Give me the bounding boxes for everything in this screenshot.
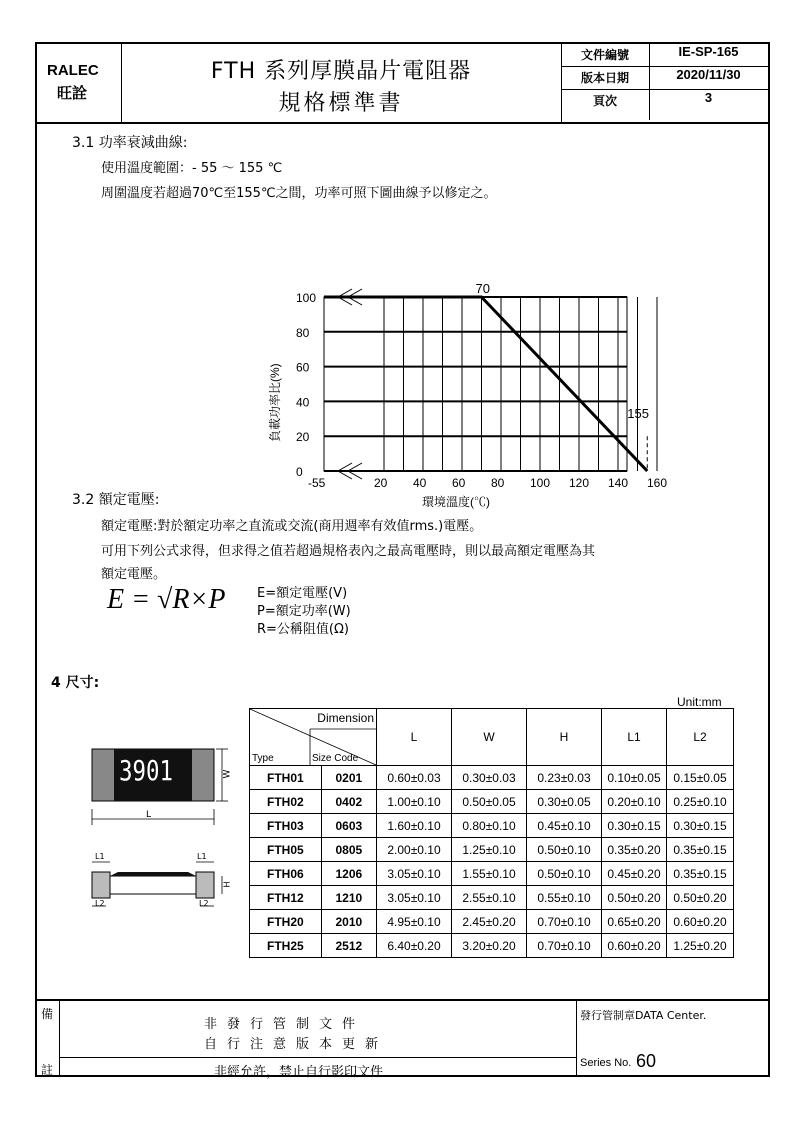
dim-label-w: W — [222, 769, 233, 779]
x-tick-label: 60 — [452, 476, 466, 490]
table-row — [250, 790, 734, 814]
column-header-l: L — [377, 709, 452, 766]
cell-value: 1.00±0.10 — [377, 790, 452, 814]
cell-size-code: 0201 — [321, 766, 376, 790]
unit-label: Unit:mm — [677, 695, 722, 709]
cell-value: 2.00±0.10 — [377, 838, 452, 862]
cell-value: 3.20±0.20 — [452, 934, 527, 958]
cell-value: 0.60±0.20 — [602, 934, 667, 958]
issuer-stamp: 發行管制章DATA Center. — [580, 1009, 707, 1022]
cell-value: 0.50±0.05 — [452, 790, 527, 814]
table-corner — [250, 709, 377, 766]
x-tick-label: -55 — [308, 476, 326, 490]
y-tick-label: 40 — [296, 395, 310, 410]
section-3-1-heading: 3.1 功率衰減曲線: — [72, 135, 188, 151]
cell-value: 1.25±0.10 — [452, 838, 527, 862]
cell-size-code: 0603 — [321, 814, 376, 838]
cell-value: 0.30±0.15 — [602, 814, 667, 838]
cell-value: 0.70±0.10 — [527, 910, 602, 934]
footer-side-bottom: 註 — [41, 1063, 54, 1077]
cell-value: 0.60±0.20 — [667, 910, 734, 934]
title-line-2: 規格標準書 — [278, 91, 404, 116]
dim-label-l2-right: L2 — [199, 899, 209, 908]
table-row — [250, 934, 734, 958]
voltage-definition: 額定電壓:對於額定功率之直流或交流(商用週率有效值rms.)電壓。 — [101, 519, 483, 534]
y-tick-label: 20 — [296, 430, 310, 445]
footer-side — [37, 1001, 60, 1077]
table-row — [250, 886, 734, 910]
voltage-formula: E = √R×P — [107, 584, 226, 615]
corner-size-code: Size Code — [312, 753, 359, 764]
cell-value: 0.60±0.03 — [377, 766, 452, 790]
document-meta — [561, 44, 768, 122]
cell-value: 4.95±0.10 — [377, 910, 452, 934]
meta-value: 3 — [704, 90, 713, 105]
cell-value: 0.30±0.05 — [527, 790, 602, 814]
cell-value: 1.60±0.10 — [377, 814, 452, 838]
cell-value: 1.25±0.20 — [667, 934, 734, 958]
voltage-formula-text-cont: 額定電壓。 — [101, 567, 167, 582]
column-header-l1: L1 — [602, 709, 667, 766]
cell-type: FTH03 — [250, 814, 322, 838]
temp-range-text: 使用溫度範圍：- 55 ～ 155 ℃ — [101, 161, 283, 176]
footer-divider — [59, 1057, 576, 1058]
cell-type: FTH05 — [250, 838, 322, 862]
cell-value: 0.30±0.15 — [667, 814, 734, 838]
document-footer — [37, 999, 768, 1080]
footer-control — [576, 1001, 768, 1077]
notice-version: 自行注意版本更新 — [204, 1037, 389, 1052]
cell-value: 6.40±0.20 — [377, 934, 452, 958]
cell-value: 1.55±0.10 — [452, 862, 527, 886]
cell-value: 0.30±0.03 — [452, 766, 527, 790]
cell-value: 2.55±0.10 — [452, 886, 527, 910]
series-value: 60 — [636, 1051, 657, 1071]
cell-value: 0.35±0.15 — [667, 838, 734, 862]
cell-value: 0.70±0.10 — [527, 934, 602, 958]
dim-label-l1-left: L1 — [95, 852, 105, 861]
cell-value: 0.50±0.10 — [527, 838, 602, 862]
cell-value: 0.45±0.10 — [527, 814, 602, 838]
meta-label: 文件編號 — [561, 44, 650, 66]
x-tick-label: 20 — [374, 476, 388, 490]
logo-zh: 旺詮 — [57, 84, 88, 102]
cell-type: FTH25 — [250, 934, 322, 958]
series-label: Series No. — [580, 1057, 632, 1069]
annotation-155-box — [626, 405, 654, 422]
company-logo — [37, 44, 122, 122]
cell-type: FTH12 — [250, 886, 322, 910]
chip-side-view — [82, 854, 232, 919]
cell-value: 0.50±0.20 — [667, 886, 734, 910]
table-row — [250, 862, 734, 886]
meta-row-page — [561, 90, 768, 122]
table-row — [250, 814, 734, 838]
cell-size-code: 0805 — [321, 838, 376, 862]
y-tick-label: 100 — [296, 291, 317, 305]
x-tick-label: 120 — [569, 476, 590, 490]
x-tick-label: 40 — [413, 476, 427, 490]
cell-value: 2.45±0.20 — [452, 910, 527, 934]
cell-size-code: 2512 — [321, 934, 376, 958]
cell-value: 3.05±0.10 — [377, 886, 452, 910]
voltage-formula-text: 可用下列公式求得，但求得之值若超過規格表內之最高電壓時，則以最高額定電壓為其 — [101, 544, 596, 559]
table-row — [250, 910, 734, 934]
cell-value: 0.80±0.10 — [452, 814, 527, 838]
x-tick-label: 80 — [491, 476, 505, 490]
annotation-155: 155 — [627, 406, 649, 422]
cell-type: FTH02 — [250, 790, 322, 814]
meta-label: 頁次 — [561, 90, 650, 120]
dim-label-l1-right: L1 — [197, 852, 207, 861]
derating-text: 周圍溫度若超過70℃至155℃之間，功率可照下圖曲線予以修定之。 — [101, 186, 497, 201]
section-3-2-heading: 3.2 額定電壓: — [72, 492, 160, 508]
notice-uncontrolled: 非發行管制文件 — [204, 1017, 366, 1032]
annotation-70: 70 — [475, 281, 490, 296]
cell-value: 0.10±0.05 — [602, 766, 667, 790]
meta-row-date — [561, 67, 768, 90]
cell-value: 0.35±0.20 — [602, 838, 667, 862]
cell-value: 0.15±0.05 — [667, 766, 734, 790]
meta-label: 版本日期 — [561, 67, 650, 89]
cell-value: 0.35±0.15 — [667, 862, 734, 886]
legend-r: R=公稱阻值(Ω) — [257, 622, 350, 637]
corner-dimension: Dimension — [317, 711, 374, 725]
cell-size-code: 2010 — [321, 910, 376, 934]
x-tick-label: 100 — [530, 476, 551, 490]
plot-frame — [324, 297, 627, 471]
dim-label-h: H — [222, 881, 232, 888]
dimension-table — [249, 708, 734, 958]
document-header — [37, 44, 768, 124]
chip-marking: 3901 — [119, 754, 173, 787]
logo-en: RALEC — [47, 62, 99, 79]
cell-value: 0.45±0.20 — [602, 862, 667, 886]
derating-chart — [217, 209, 668, 509]
formula-legend — [257, 585, 457, 639]
y-tick-label: 60 — [296, 360, 310, 375]
meta-value: IE-SP-165 — [678, 44, 739, 59]
document-title — [121, 44, 562, 122]
title-line-1: FTH 系列厚膜晶片電阻器 — [210, 59, 472, 84]
y-tick-label: 0 — [296, 465, 303, 479]
x-tick-label: 160 — [647, 476, 668, 490]
column-header-h: H — [527, 709, 602, 766]
cell-type: FTH01 — [250, 766, 322, 790]
cell-value: 0.50±0.10 — [527, 862, 602, 886]
x-axis-label: 環境溫度(℃) — [422, 495, 490, 509]
cell-value: 3.05±0.10 — [377, 862, 452, 886]
cell-value: 0.65±0.20 — [602, 910, 667, 934]
footer-side-top: 備 — [41, 1007, 54, 1021]
x-tick-label: 140 — [608, 476, 629, 490]
cell-type: FTH20 — [250, 910, 322, 934]
cell-type: FTH06 — [250, 862, 322, 886]
legend-p: P=額定功率(W) — [257, 604, 351, 619]
column-header-w: W — [452, 709, 527, 766]
cell-size-code: 1210 — [321, 886, 376, 910]
cell-value: 0.25±0.10 — [667, 790, 734, 814]
cell-size-code: 1206 — [321, 862, 376, 886]
cell-size-code: 0402 — [321, 790, 376, 814]
dim-label-l2-left: L2 — [95, 899, 105, 908]
cell-value: 0.23±0.03 — [527, 766, 602, 790]
meta-value: 2020/11/30 — [676, 67, 741, 82]
section-4-heading: 4 尺寸: — [51, 675, 100, 691]
table-row — [250, 838, 734, 862]
column-header-l2: L2 — [667, 709, 734, 766]
cell-value: 0.20±0.10 — [602, 790, 667, 814]
legend-e: E=額定電壓(V) — [257, 586, 348, 601]
cell-value: 0.55±0.10 — [527, 886, 602, 910]
y-tick-label: 80 — [296, 325, 310, 340]
meta-row-doc-no — [561, 44, 768, 67]
notice-copy: 非經允許，禁止自行影印文件 — [214, 1065, 384, 1080]
corner-type: Type — [252, 753, 274, 764]
dim-label-l: L — [146, 810, 152, 820]
cell-value: 0.50±0.20 — [602, 886, 667, 910]
table-row — [250, 766, 734, 790]
footer-notice — [59, 1001, 577, 1080]
page-frame — [35, 42, 770, 1080]
y-axis-label: 負載功率比(%) — [268, 363, 282, 442]
